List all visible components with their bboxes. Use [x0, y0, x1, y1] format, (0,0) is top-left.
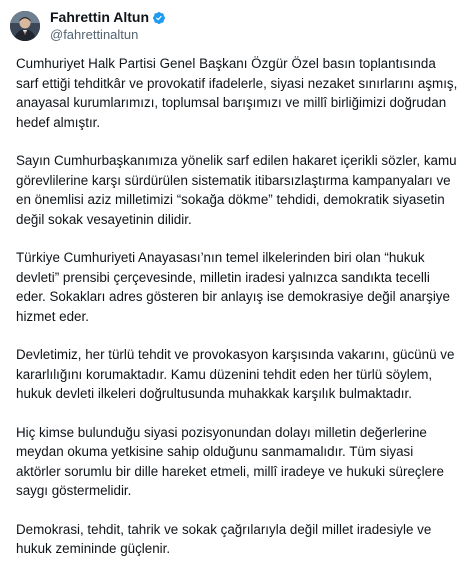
post-paragraph-4: Devletimiz, her türlü tehdit ve provokasyon karşısında vakarını, gücünü ve kararlılığını korumaktadır. Kamu düzenini tehdit eden her türlü söylem, hukuk devleti ilkeleri doğrultusunda muhakkak karşılık bulmaktadır.: [16, 347, 455, 401]
post-text: [16, 54, 460, 578]
name-row: [50, 9, 166, 26]
post-paragraph-2: Sayın Cumhurbaşkanımıza yönelik sarf edilen hakaret içerikli sözler, kamu görevlilerine karşı sürdürülen sistematik itibarsızlaştırma kampanyaları ve en önemlisi aziz milletimizi “sokağa dökme” tehdidi, demokratik siyasetin değil sokak vesayetinin dilidir.: [16, 153, 457, 227]
verified-badge-icon: [152, 11, 166, 25]
post-paragraph-3: Türkiye Cumhuriyeti Anayasası’nın temel ilkelerinden biri olan “hukuk devleti” prensibi çerçevesinde, milletin iradesi yalnızca sandıkta tecelli eder. Sokakları adres gösteren bir anlayış ise demokrasiye değil anarşiye hizmet eder.: [16, 250, 450, 324]
avatar-portrait-icon: [10, 11, 40, 41]
avatar[interactable]: [10, 11, 40, 41]
author-names: [50, 9, 166, 43]
author-display-name[interactable]: Fahrettin Altun: [50, 9, 150, 25]
post-paragraph-1: Cumhuriyet Halk Partisi Genel Başkanı Özgür Özel basın toplantısında sarf ettiği tehditkâr ve provokatif ifadelerle, siyasi nezaket sınırlarını aşmış, anayasal kurumlarımızı, toplumsal barışımızı ve millî birliğimizi doğrudan hedef almıştır.: [16, 56, 458, 130]
author-handle[interactable]: @fahrettinaltun: [50, 27, 139, 42]
post-paragraph-6: Demokrasi, tehdit, tahrik ve sokak çağrılarıyla değil millet iradesiyle ve hukuk zemininde güçlenir.: [16, 521, 432, 556]
post-paragraph-5: Hiç kimse bulunduğu siyasi pozisyonundan dolayı milletin değerlerine meydan okuma yetkisine sahip olduğunu sanmamalıdır. Tüm siyasi aktörler sorumlu bir dille hareket etmeli, millî iradeye ve hukuki süreçlere saygı göstermelidir.: [16, 424, 444, 498]
post-header: [10, 6, 166, 46]
